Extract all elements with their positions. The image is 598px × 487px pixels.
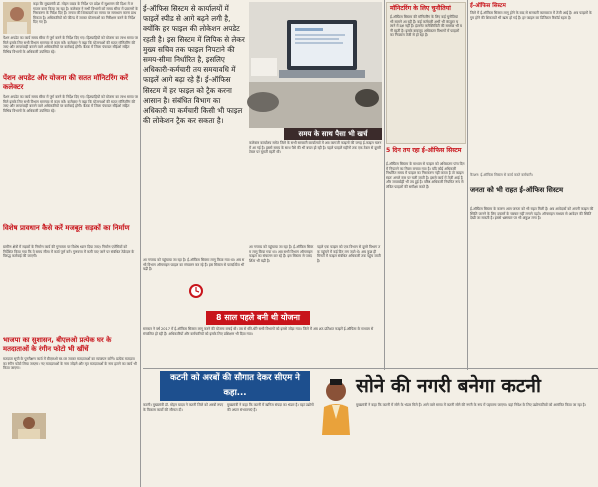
center-body-b: पहले एक फाइल को एक विभाग से दूसरे विभाग तक पहुंचने में कई दिन लग जाते थे। अब कुछ ही मिनटों में फाइल संबंधित अधिकारी तक पहुंच जाती है। — [317, 245, 382, 263]
portrait-photo-top-left — [3, 2, 31, 34]
left-body-1: पेंशन अपडेट का कार्य समय सीमा में पूर्ण करने के निर्देश दिए गए। हितग्राहियों को योजना का लाभ समय पर मिले इसके लिए सभी विभाग समन्वय से काम करें। कलेक्टर ने कहा कि योजनाओं की सतत मॉनिटरिंग की जाए और लापरवाही बरतने वाले अधिकारियों पर कार्रवाई होगी। बैठक में जिला पंचायत सीईओ सहित विभिन्न विभागों के अधिकारी उपस्थित रहे। — [3, 95, 140, 113]
photo-banner: समय के साथ पैसा भी खर्च — [284, 128, 382, 140]
far-right-body-1: जिले में ई-ऑफिस सिस्टम लागू होने के बाद से सरकारी कामकाज में तेजी आई है। अब फाइलों के गुम होने की शिकायतें भी खत्म हो गई हैं। हर फाइल का डिजिटल रिकॉर्ड रहता है। — [470, 11, 593, 20]
center-left-lower: आ गन्तव्य को पहुंचाया जा रहा है। ई-ऑफिस सिस्टम लागू किया गया था। अब सभी विभाग ऑनलाइन फाइल का संचालन कर रहे हैं। इस सिस्टम से पारदर्शिता भी बढ़ी है। — [143, 258, 246, 272]
left-body-3: मतदाता सूची के पुनरीक्षण कार्य में बीएलओ घर-घर जाकर मतदाताओं का सत्यापन करेंगे। प्रत्येक मतदाता का रंगीन फोटो लिया जाएगा। नए मतदाताओं के नाम जोड़ने और मृत मतदाताओं के नाम हटाने का कार्य भी किया जाएगा। — [3, 357, 138, 371]
laptop-photo — [249, 2, 382, 128]
photo-text: कलेक्टर कार्यालय समेत जिले के सभी सरकारी कार्यालयों में अब कागजी फाइलों की जगह ई-फाइल चलन में आ गई है। इससे समय के साथ पैसे की भी बचत हो रही है। पहले फाइलें महीनों तक एक टेबल से दूसरी टेबल पर घूमती रहती थीं। — [249, 141, 383, 155]
divider-center — [384, 0, 385, 370]
monitoring-box-title: मॉनिटरिंग के लिए चुनौतियां — [390, 5, 451, 12]
center-body-a: आ गन्तव्य को पहुंचाया जा रहा है। ई-ऑफिस सिस्टम लागू किया गया था। अब सभी विभाग ऑनलाइन फाइल का संचालन कर रहे हैं। इस सिस्टम से पारदर्शिता भी बढ़ी है। — [249, 245, 314, 263]
small-photo-left — [12, 413, 46, 439]
clock-icon — [188, 283, 204, 299]
left-top-text-cont: पेंशन अपडेट का कार्य समय सीमा में पूर्ण करने के निर्देश दिए गए। हितग्राहियों को योजना का लाभ समय पर मिले इसके लिए सभी विभाग समन्वय से काम करें। कलेक्टर ने कहा कि योजनाओं की सतत मॉनिटरिंग की जाए और लापरवाही बरतने वाले अधिकारियों पर कार्रवाई होगी। बैठक में जिला पंचायत सीईओ सहित विभिन्न विभागों के अधिकारी उपस्थित रहे। — [3, 36, 140, 54]
far-right-header: ई-ऑफिस सिस्टम — [470, 3, 506, 9]
cm-portrait-photo — [318, 375, 354, 435]
monitoring-box-body: ई-ऑफिस सिस्टम की मॉनिटरिंग के लिए कई चुनौतियां भी सामने आ रही हैं। कई कर्मचारी अभी भी कंप्यूटर चलाने में दक्ष नहीं हैं। इंटरनेट कनेक्टिविटी की समस्या भी बनी रहती है। इसके बावजूद अधिकतर विभागों में फाइलों का निपटारा तेजी से हो रहा है। — [390, 15, 462, 38]
bottom-banner-blue: कटनी को अरबों की सौगात देकर सीएम ने कहा... — [160, 371, 310, 401]
big-headline: सोने की नगरी बनेगा कटनी — [356, 375, 541, 397]
divider-left — [140, 0, 141, 487]
bottom-byline: कटनी। मुख्यमंत्री डॉ. मोहन यादव ने कटनी जिले को अरबों रुपए के विकास कार्यों की सौगात दी। — [143, 403, 225, 412]
left-headline-2: विशेष प्रावधान कैसे करें मजबूत सड़कों का निर्माण — [3, 224, 130, 232]
bottom-sub-left: मुख्यमंत्री ने कहा कि कटनी में खनिज संपदा का भंडार है। यहां उद्योगों की अपार संभावनाएं हैं। — [227, 403, 315, 412]
banner-8-years: 8 साल पहले बनी थी योजना — [206, 311, 310, 325]
far-right-headline: जनता को भी राहत ई-ऑफिस सिस्टम — [470, 186, 564, 194]
left-headline-1: पेंशन अपडेट और योजना की सतत मॉनिटरिंग करें कलेक्टर — [3, 74, 129, 91]
left-headline-3: भाजपा का सुशासन, बीएलओ प्रत्येक घर के मतदाताओं के रंगीन फोटो भी खींचें — [3, 336, 112, 353]
left-top-text: कहा कि मुख्यमंत्री डॉ. मोहन यादव के निर्देश पर प्रदेश में सुशासन की दिशा में लगातार काम किया जा रहा है। कलेक्टर ने सभी विभागों को समय सीमा में प्रकरणों के निराकरण के निर्देश दिए हैं। जनता की शिकायतों का समय पर समाधान करना प्राथमिकता है। अधिकारियों को फील्ड में जाकर योजनाओं का निरीक्षण करने के निर्देश दिए गए हैं। — [33, 2, 140, 25]
monitoring-box — [386, 2, 466, 144]
body-8-years: सरकार ने वर्ष 2017 में ई-ऑफिस सिस्टम लागू करने की योजना बनाई थी। तब से धीरे-धीरे सभी विभागों को इससे जोड़ा गया। जिले में अब शत-प्रतिशत फाइलें ई-ऑफिस के माध्यम से संचालित हो रही हैं। अधिकारियों और कर्मचारियों को इसके लिए प्रशिक्षण भी दिया गया। — [143, 327, 375, 336]
left-body-2: ग्रामीण क्षेत्रों में सड़कों के निर्माण कार्य की गुणवत्ता पर विशेष ध्यान दिया जाए। निर्माण एजेंसियों को निर्देशित किया गया कि वे समय सीमा में कार्य पूर्ण करें। गुणवत्ता में कमी पाए जाने पर संबंधित ठेकेदार के विरुद्ध कार्रवाई की जाएगी। — [3, 245, 136, 259]
far-right-body-2: ई-ऑफिस सिस्टम के कारण आम जनता को भी राहत मिली है। अब आवेदकों को अपनी फाइल की स्थिति जानने के लिए दफ्तरों के चक्कर नहीं लगाने पड़ते। ऑनलाइन माध्यम से आवेदन की स्थिति देखी जा सकती है। इससे भ्रष्टाचार पर भी अंकुश लगा है। — [470, 207, 595, 221]
bottom-divider — [143, 368, 598, 369]
divider-right — [467, 0, 468, 370]
right-headline: 5 दिन तय रहा ई-ऑफिस सिस्टम — [386, 147, 462, 154]
right-body: ई-ऑफिस सिस्टम के माध्यम से फाइल को अधिकतम पांच दिन में निपटाने का नियम बनाया गया है। यदि कोई अधिकारी निर्धारित समय में फाइल का निराकरण नहीं करता है तो फाइल स्वतः अगले स्तर पर चली जाती है। इससे कार्य में तेजी आई है और जवाबदेही भी तय हुई है। वरिष्ठ अधिकारी नियमित रूप से लंबित फाइलों की समीक्षा करते हैं। — [386, 162, 466, 189]
big-body: मुख्यमंत्री ने कहा कि कटनी में सोने के भंडार मिले हैं। आने वाले समय में कटनी सोने की नगरी के रूप में पहचाना जाएगा। यहां निवेश के लिए उद्योगपतियों को आमंत्रित किया जा रहा है। — [356, 403, 586, 407]
far-right-caption: कैप्शन: ई-ऑफिस सिस्टम से कार्य करते कर्मचारी। — [470, 173, 533, 177]
center-callout: ई-ऑफिस सिस्टम से कार्यालयों में फाइलें स्पीड से आगे बढ़ने लगी है, क्योंकि हर फाइल की लोकेशन अपडेट रहती है। इस सिस्टम में लिपिक से लेकर मुख्य सचिव तक फाइल निपटाने की समय-सीमा निर्धारित है, इसलिए अधिकारी-कर्मचारी तय समयावधि में फाइलें आगे बढ़ा रहे हैं। ई-ऑफिस सिस्टम में हर फाइल को ट्रैक करना आसान है। संबंधित विभाग का अधिकारी या कर्मचारी किसी भी फाइल की लोकेशन ट्रैक कर सकता है। — [143, 4, 245, 126]
